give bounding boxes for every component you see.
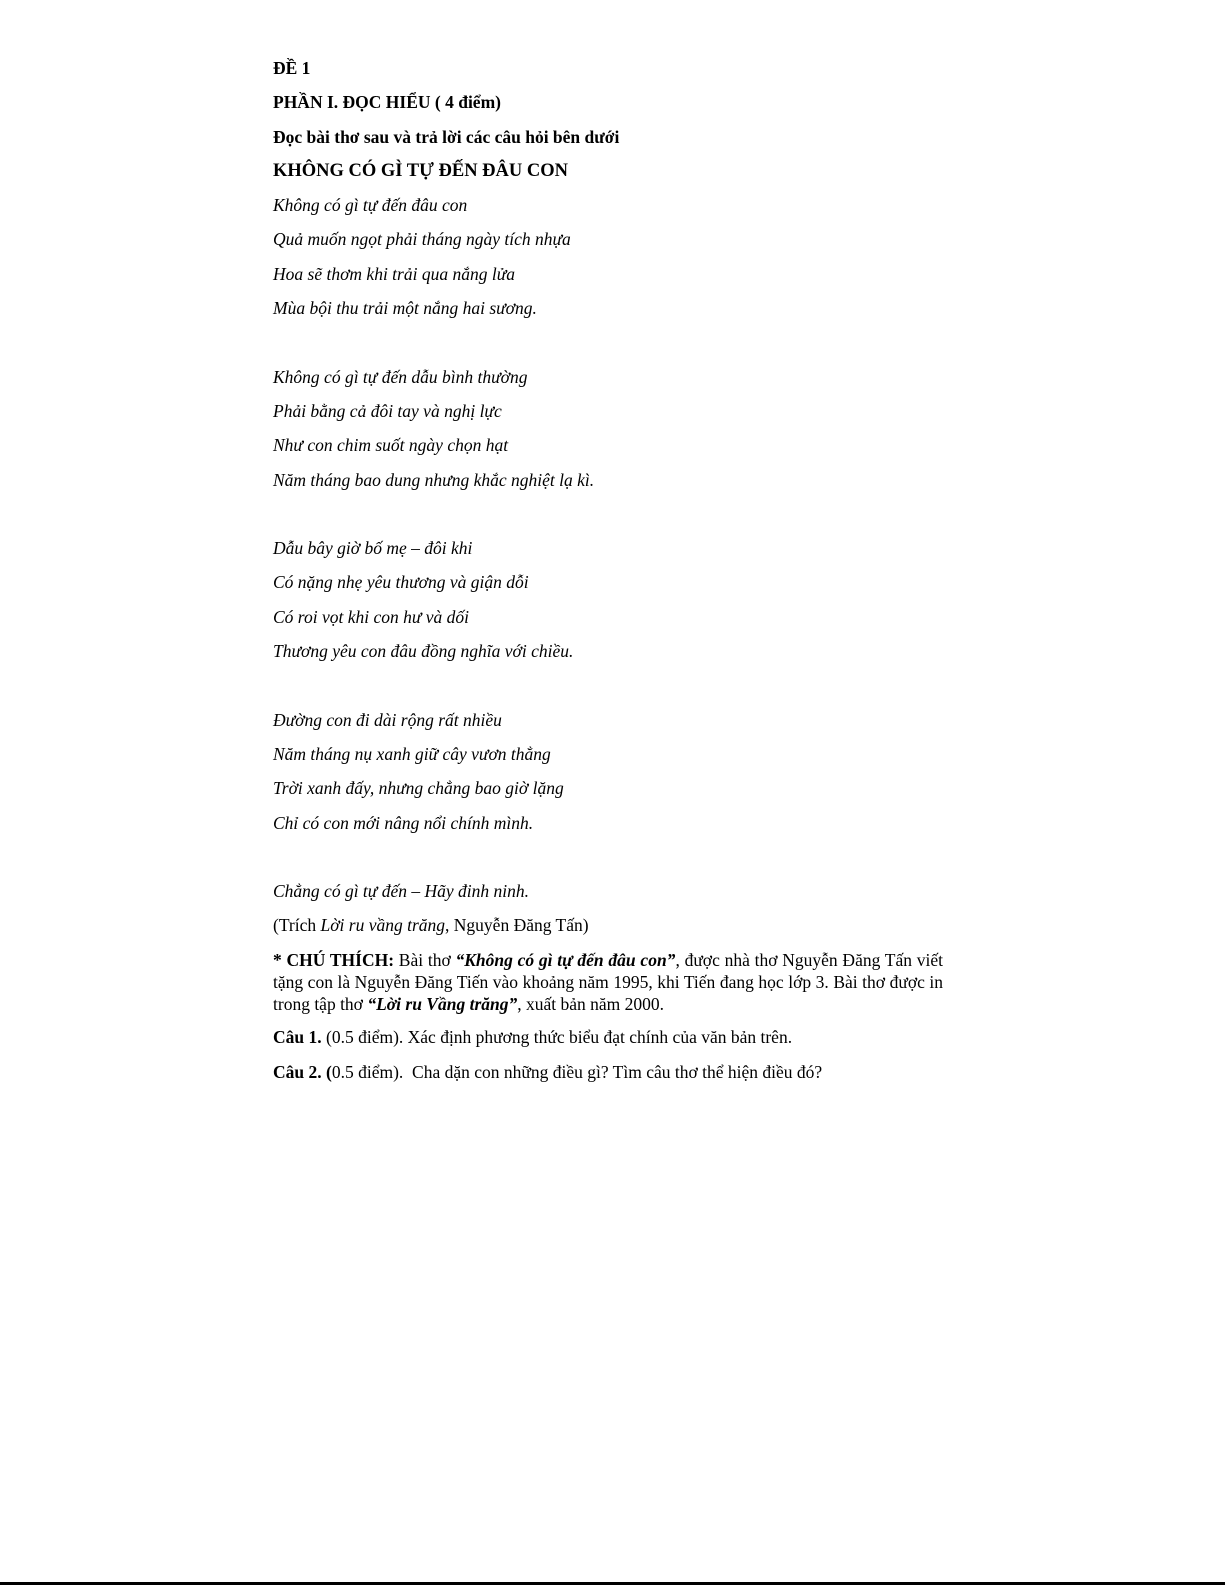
stanza-spacer (273, 331, 943, 365)
source-prefix: (Trích (273, 915, 321, 936)
poem-line: Không có gì tự đến dẫu bình thường (273, 366, 528, 387)
footnote (273, 949, 943, 1015)
poem-stanza-3 (273, 537, 943, 663)
question-label: Câu 1. (273, 1027, 322, 1048)
poem-line: Năm tháng nụ xanh giữ cây vươn thẳng (273, 743, 551, 764)
poem-line: Mùa bội thu trải một nắng hai sương. (273, 298, 537, 319)
poem-stanza-2 (273, 366, 943, 492)
stanza-spacer (273, 674, 943, 708)
instruction: Đọc bài thơ sau và trả lời các câu hỏi bên dưới (273, 126, 620, 147)
source-suffix: , Nguyễn Đăng Tấn) (445, 915, 589, 936)
footnote-text: , được nhà thơ Nguyễn Đăng Tấn viết tặng con là Nguyễn Đăng Tiến vào khoảng năm 1995, khi Tiến đang học lớp 3. Bài thơ được in trong tập thơ (273, 949, 943, 1014)
poem-line: Có roi vọt khi con hư và dối (273, 606, 470, 627)
document-page (273, 57, 943, 1095)
footnote-label: * CHÚ THÍCH: (273, 949, 395, 970)
stanza-spacer (273, 846, 943, 880)
footnote-text: , xuất bản năm 2000. (517, 993, 665, 1014)
poem-line: Dẫu bây giờ bố mẹ – đôi khi (273, 538, 473, 559)
question-label: Câu 2. ( (273, 1061, 332, 1082)
question-text: (0.5 điểm). Xác định phương thức biểu đạt chính của văn bản trên. (321, 1027, 793, 1048)
source-work-title: Lời ru vầng trăng (320, 915, 446, 936)
poem-line: Không có gì tự đến đâu con (273, 195, 468, 216)
poem-line: Hoa sẽ thơm khi trải qua nắng lửa (273, 263, 516, 284)
question-2 (273, 1061, 943, 1084)
question-1 (273, 1026, 943, 1049)
poem-line: Năm tháng bao dung nhưng khắc nghiệt lạ kì. (273, 469, 595, 490)
poem-line: Có nặng nhẹ yêu thương và giận dỗi (273, 572, 529, 593)
exam-label: ĐỀ 1 (273, 58, 311, 78)
footnote-text: Bài thơ (394, 949, 456, 970)
poem-line: Quả muốn ngọt phải tháng ngày tích nhựa (273, 229, 571, 250)
poem-line: Thương yêu con đâu đồng nghĩa với chiều. (273, 641, 574, 662)
poem-line: Trời xanh đấy, nhưng chẳng bao giờ lặng (273, 778, 564, 799)
footnote-collection: “Lời ru Vầng trăng” (367, 993, 518, 1014)
poem-line: Như con chim suốt ngày chọn hạt (273, 435, 509, 456)
footnote-poem-name: “Không có gì tự đến đâu con” (455, 949, 676, 970)
question-text: 0.5 điểm). Cha dặn con những điều gì? Tìm câu thơ thể hiện điều đó? (331, 1061, 823, 1082)
poem-title: KHÔNG CÓ GÌ TỰ ĐẾN ĐÂU CON (273, 160, 568, 181)
poem-stanza-1 (273, 194, 943, 320)
poem-line: Đường con đi dài rộng rất nhiều (273, 709, 502, 730)
poem-line: Chỉ có con mới nâng nổi chính mình. (273, 812, 534, 833)
section-title: PHẦN I. ĐỌC HIỂU ( 4 điểm) (273, 92, 501, 113)
poem-stanza-4 (273, 709, 943, 835)
poem-closing-line: Chẳng có gì tự đến – Hãy đinh ninh. (273, 881, 529, 902)
source-citation (273, 914, 943, 937)
stanza-spacer (273, 503, 943, 537)
poem-line: Phải bằng cả đôi tay và nghị lực (273, 400, 502, 421)
